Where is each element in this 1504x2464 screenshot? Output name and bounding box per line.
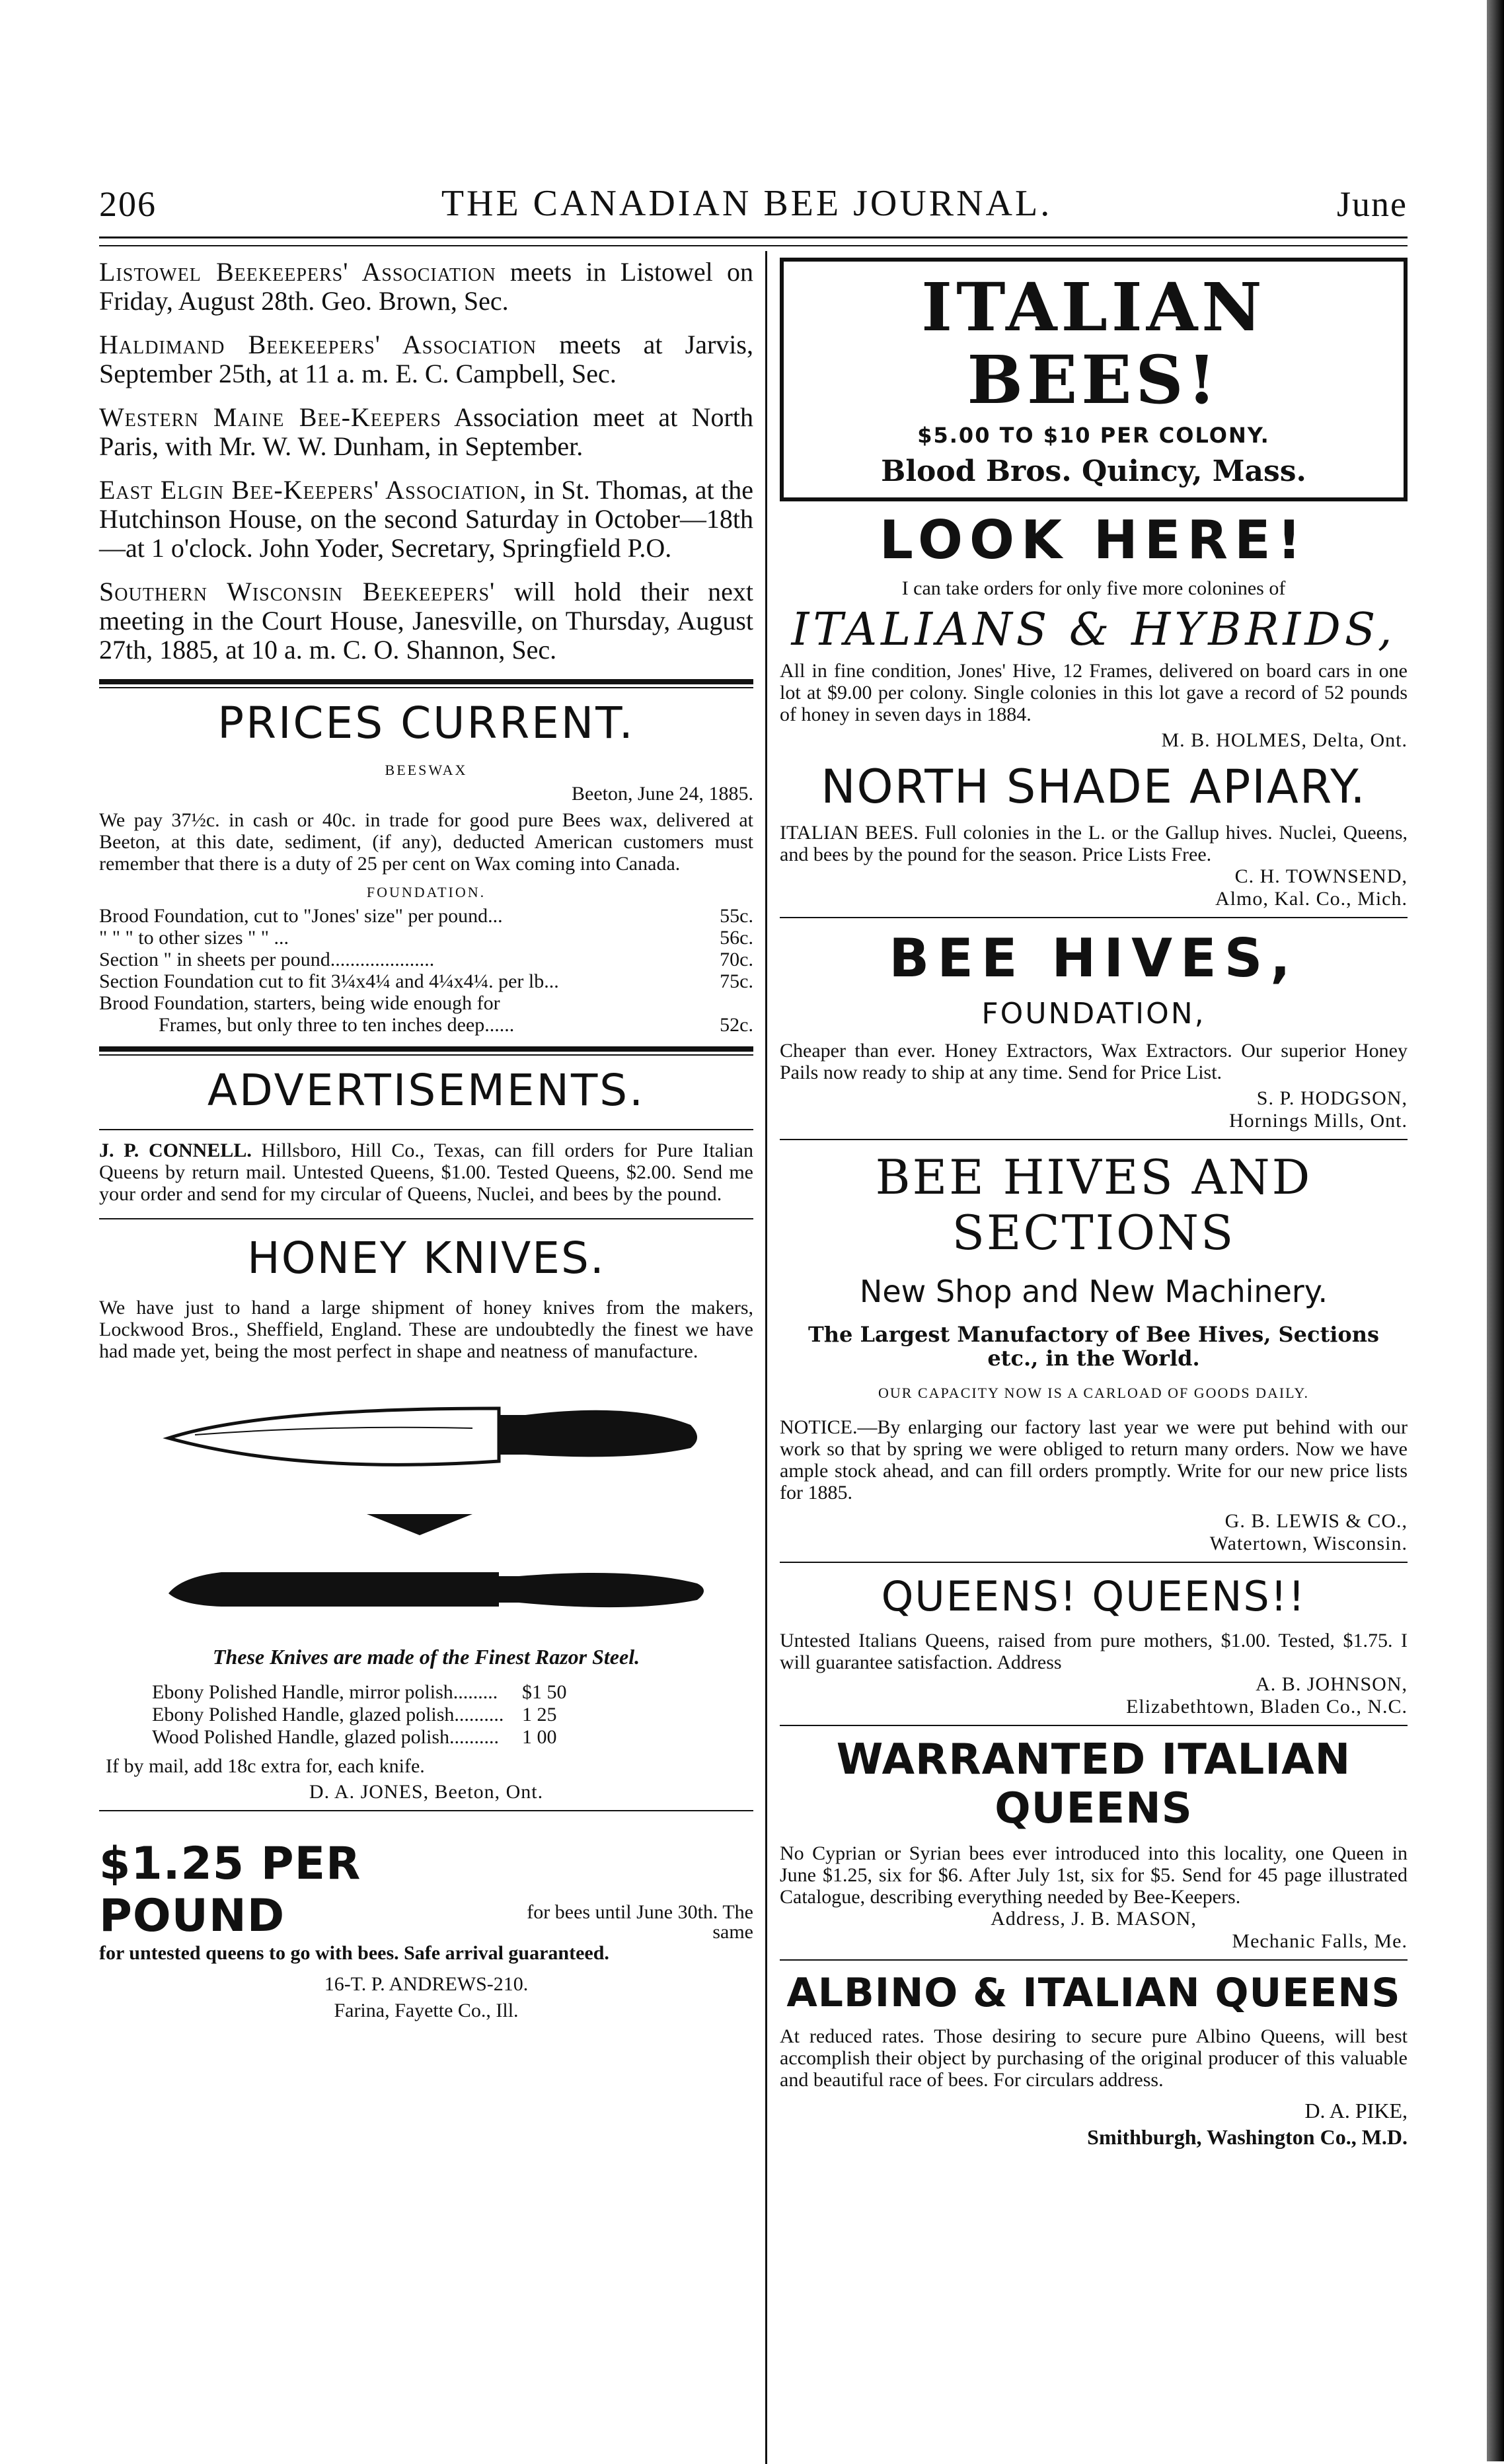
largest-manufactory: The Largest Manufactory of Bee Hives, Sections etc., in the World. <box>808 1322 1380 1371</box>
andrews-side-text: for bees until June 30th. The same <box>527 1901 753 1943</box>
hodgson-text: Cheaper than ever. Honey Extractors, Wax Extractors. Our superior Honey Pails now ready to ship at any time. Send for Price List. <box>780 1040 1408 1083</box>
connell-name: J. P. CONNELL. <box>99 1140 252 1161</box>
hodgson-sig2: Hornings Mills, Ont. <box>1228 1110 1408 1132</box>
jones-signature: D. A. JONES, Beeton, Ont. <box>309 1781 544 1803</box>
blood-bros: Blood Bros. Quincy, Mass. <box>881 454 1306 488</box>
price-amount: 75c. <box>720 970 753 992</box>
divider-ornament <box>367 1514 472 1535</box>
column-divider <box>765 251 767 2464</box>
notice-text: meets at Jarvis, September 25th, at 11 a. m. E. C. Campbell, Sec. <box>99 330 753 388</box>
holmes-signature: M. B. HOLMES, Delta, Ont. <box>1161 729 1408 751</box>
italian-bees-heading: ITALIAN BEES! <box>921 268 1266 419</box>
warranted-queens-heading: WARRANTED ITALIAN QUEENS <box>836 1735 1351 1833</box>
header-month: June <box>1337 184 1408 224</box>
connell-ad <box>99 1140 753 1205</box>
lewis-sig1: G. B. LEWIS & CO., <box>1224 1510 1408 1532</box>
section-rule <box>99 1046 753 1052</box>
holmes-text: All in fine condition, Jones' Hive, 12 Frames, delivered on board cars in one lot at $9.00 per colony. Single colonies in this lot gave a record of 52 pounds of honey in seven days in 1884. <box>780 660 1408 725</box>
notice-item <box>99 476 753 563</box>
johnson-sig2: Elizabethtown, Bladen Co., N.C. <box>1126 1696 1408 1718</box>
andrews-line: for untested queens to go with bees. Safe arrival guaranteed. <box>99 1942 609 1964</box>
north-shade-heading: NORTH SHADE APIARY. <box>821 760 1367 814</box>
price-row <box>99 905 753 927</box>
notice-lead: East Elgin Bee-Keepers' Association, <box>99 475 527 505</box>
mason-sig2: Mechanic Falls, Me. <box>1232 1930 1408 1952</box>
notice-item <box>99 403 753 461</box>
albino-queens-heading: ALBINO & ITALIAN QUEENS <box>786 1970 1401 2016</box>
beeswax-text: We pay 37½c. in cash or 40c. in trade for good pure Bees wax, delivered at Beeton, at this date, sediment, (if any), deducted American customers must remember that there is a duty of 25 per cent on Wax coming into Canada. <box>99 809 753 875</box>
ad-rule <box>99 1810 753 1811</box>
section-rule <box>99 679 753 684</box>
price-row <box>99 992 753 1014</box>
bee-hives-sections-heading: BEE HIVES AND SECTIONS <box>875 1149 1312 1260</box>
prices-date: Beeton, June 24, 1885. <box>572 783 753 805</box>
honey-knives-title: HONEY KNIVES. <box>247 1233 605 1284</box>
ad-rule <box>780 1725 1408 1726</box>
knives-tagline: These Knives are made of the Finest Razor Steel. <box>212 1645 640 1669</box>
ad-rule <box>780 1959 1408 1961</box>
townsend-text: ITALIAN BEES. Full colonies in the L. or the Gallup hives. Nuclei, Queens, and bees by the pound for the season. Price Lists Free. <box>780 822 1408 865</box>
notice-text: will hold their next meeting in the Court House, Janesville, on Thursday, August 27th, 1885, at 10 a. m. C. O. Shannon, Sec. <box>99 577 753 665</box>
townsend-sig2: Almo, Kal. Co., Mich. <box>1215 888 1408 910</box>
notice-lead: Listowel Beekeepers' Association <box>99 257 496 287</box>
knife-row <box>99 1726 753 1749</box>
knife-row <box>99 1704 753 1726</box>
price-amount <box>700 992 753 1014</box>
knife-price: 1 25 <box>522 1704 557 1725</box>
price-desc: Section Foundation cut to fit 3¼x4¼ and 4¼x4¼. per lb... <box>99 970 559 992</box>
page-number: 206 <box>99 184 157 224</box>
price-row <box>99 1014 753 1036</box>
new-shop-heading: New Shop and New Machinery. <box>859 1274 1328 1309</box>
price-row <box>99 970 753 992</box>
knife-desc: Ebony Polished Handle, glazed polish.......... <box>152 1704 504 1725</box>
johnson-text: Untested Italians Queens, raised from pure mothers, $1.00. Tested, $1.75. I will guarantee satisfaction. Address <box>780 1630 1408 1673</box>
price-row <box>99 949 753 970</box>
knife-price-list <box>99 1681 753 1749</box>
andrews-sig2: Farina, Fayette Co., Ill. <box>334 2000 519 2021</box>
notice-lead: Western Maine Bee-Keepers <box>99 402 441 432</box>
knife-flat-view <box>169 1408 697 1465</box>
notice-item <box>99 258 753 316</box>
look-here-sub: I can take orders for only five more colonines of <box>901 577 1286 599</box>
queens-heading: QUEENS! QUEENS!! <box>881 1572 1306 1620</box>
mason-text: No Cyprian or Syrian bees ever introduced into this locality, one Queen in June $1.25, six for $6. After July 1st, six for $5. Send for 45 page illustrated Catalogue, describing everything needed by Bee-Keepers. <box>780 1842 1408 1908</box>
knife-desc: Wood Polished Handle, glazed polish.......... <box>152 1726 500 1748</box>
ad-rule <box>780 917 1408 918</box>
association-notices <box>99 258 753 665</box>
look-here-heading: LOOK HERE! <box>879 509 1308 571</box>
foundation-heading: FOUNDATION. <box>366 884 486 900</box>
ad-rule <box>780 1139 1408 1140</box>
andrews-price: $1.25 PER POUND <box>99 1838 361 1942</box>
notice-text: meets in Listowel on Friday, August 28th. Geo. Brown, Sec. <box>99 257 753 316</box>
journal-title: THE CANADIAN BEE JOURNAL. <box>441 183 1053 224</box>
notice-lead: Southern Wisconsin Beekeepers' <box>99 577 496 606</box>
honey-knives-text: We have just to hand a large shipment of honey knives from the makers, Lockwood Bros., Sheffield, England. These are undoubtedly the finest we have had made yet, being the most perfect in shape and neatness of manufacture. <box>99 1297 753 1362</box>
journal-page <box>99 178 1408 2424</box>
advertisements-title: ADVERTISEMENTS. <box>207 1065 646 1116</box>
right-column <box>780 258 1408 2150</box>
ad-rule <box>780 1562 1408 1563</box>
lewis-sig2: Watertown, Wisconsin. <box>1209 1533 1408 1554</box>
pike-sig2: Smithburgh, Washington Co., M.D. <box>1087 2125 1408 2149</box>
header-rule <box>99 236 1408 246</box>
foundation-heading-right: FOUNDATION, <box>981 997 1206 1031</box>
italians-hybrids-heading: ITALIANS & HYBRIDS, <box>791 604 1396 656</box>
connell-text: Hillsboro, Hill Co., Texas, can fill orders for Pure Italian Queens by return mail. Untested Queens, $1.00. Tested Queens, $2.00. Send me your order and send for my circular of Queens, Nuclei, and bees by the pound. <box>99 1140 753 1205</box>
notice-text: Association meet at North Paris, with Mr. W. W. Dunham, in September. <box>99 402 753 461</box>
townsend-sig1: C. H. TOWNSEND, <box>1234 865 1408 887</box>
notice-item <box>99 330 753 388</box>
knife-desc: Ebony Polished Handle, mirror polish......... <box>152 1681 498 1703</box>
price-desc: Brood Foundation, starters, being wide enough for <box>99 992 500 1014</box>
hodgson-sig1: S. P. HODGSON, <box>1256 1087 1408 1109</box>
pike-text: At reduced rates. Those desiring to secure pure Albino Queens, will best accomplish their object by purchasing of the original producer of this valuable and beautiful race of bees. For circulars address. <box>780 2025 1408 2091</box>
page-header <box>99 178 1408 225</box>
mason-sig1: Address, J. B. MASON, <box>991 1908 1197 1930</box>
knife-price: $1 50 <box>522 1681 567 1703</box>
beeswax-heading: BEESWAX <box>385 762 468 778</box>
knife-row <box>99 1681 753 1704</box>
mail-note: If by mail, add 18c extra for, each knife. <box>106 1755 425 1777</box>
andrews-sig1: 16-T. P. ANDREWS-210. <box>324 1973 529 1995</box>
price-desc: Section " in sheets per pound..................... <box>99 949 435 970</box>
italian-bees-price: $5.00 TO $10 PER COLONY. <box>917 423 1270 448</box>
lewis-text: NOTICE.—By enlarging our factory last year we were put behind with our work so that by spring we were obliged to return many orders. Now we have ample stock ahead, and can fill orders promptly. Write for our new price lists for 1885. <box>780 1416 1408 1504</box>
knife-edge-view <box>169 1572 704 1607</box>
section-rule-thin <box>99 1054 753 1056</box>
bee-hives-heading: BEE HIVES, <box>889 927 1298 989</box>
pike-sig1: D. A. PIKE, <box>1304 2099 1408 2122</box>
price-desc: " " " to other sizes " " ... <box>99 927 289 949</box>
left-column <box>99 258 753 2026</box>
price-row <box>99 927 753 949</box>
prices-title: PRICES CURRENT. <box>217 698 635 748</box>
notice-item <box>99 577 753 665</box>
knife-price: 1 00 <box>522 1726 557 1748</box>
price-amount: 55c. <box>720 905 753 927</box>
andrews-ad <box>99 1838 753 1942</box>
foundation-price-list <box>99 905 753 1036</box>
section-rule-thin <box>99 687 753 688</box>
price-amount: 52c. <box>720 1014 753 1036</box>
notice-lead: Haldimand Beekeepers' Association <box>99 330 537 359</box>
johnson-sig1: A. B. JOHNSON, <box>1256 1673 1408 1695</box>
honey-knife-illustration <box>129 1362 724 1640</box>
price-amount: 70c. <box>720 949 753 970</box>
capacity-line: OUR CAPACITY NOW IS A CARLOAD OF GOODS DAILY. <box>878 1385 1309 1401</box>
price-desc: Brood Foundation, cut to "Jones' size" per pound... <box>99 905 503 927</box>
italian-bees-ad <box>780 258 1408 501</box>
notice-text: in St. Thomas, at the Hutchinson House, on the second Saturday in October—18th—at 1 o'clock. John Yoder, Secretary, Springfield P.O. <box>99 475 753 563</box>
ad-rule <box>99 1129 753 1130</box>
ad-rule <box>99 1218 753 1219</box>
price-amount: 56c. <box>720 927 753 949</box>
page-edge-shadow <box>1487 0 1504 2461</box>
price-desc: Frames, but only three to ten inches deep...... <box>159 1014 515 1036</box>
